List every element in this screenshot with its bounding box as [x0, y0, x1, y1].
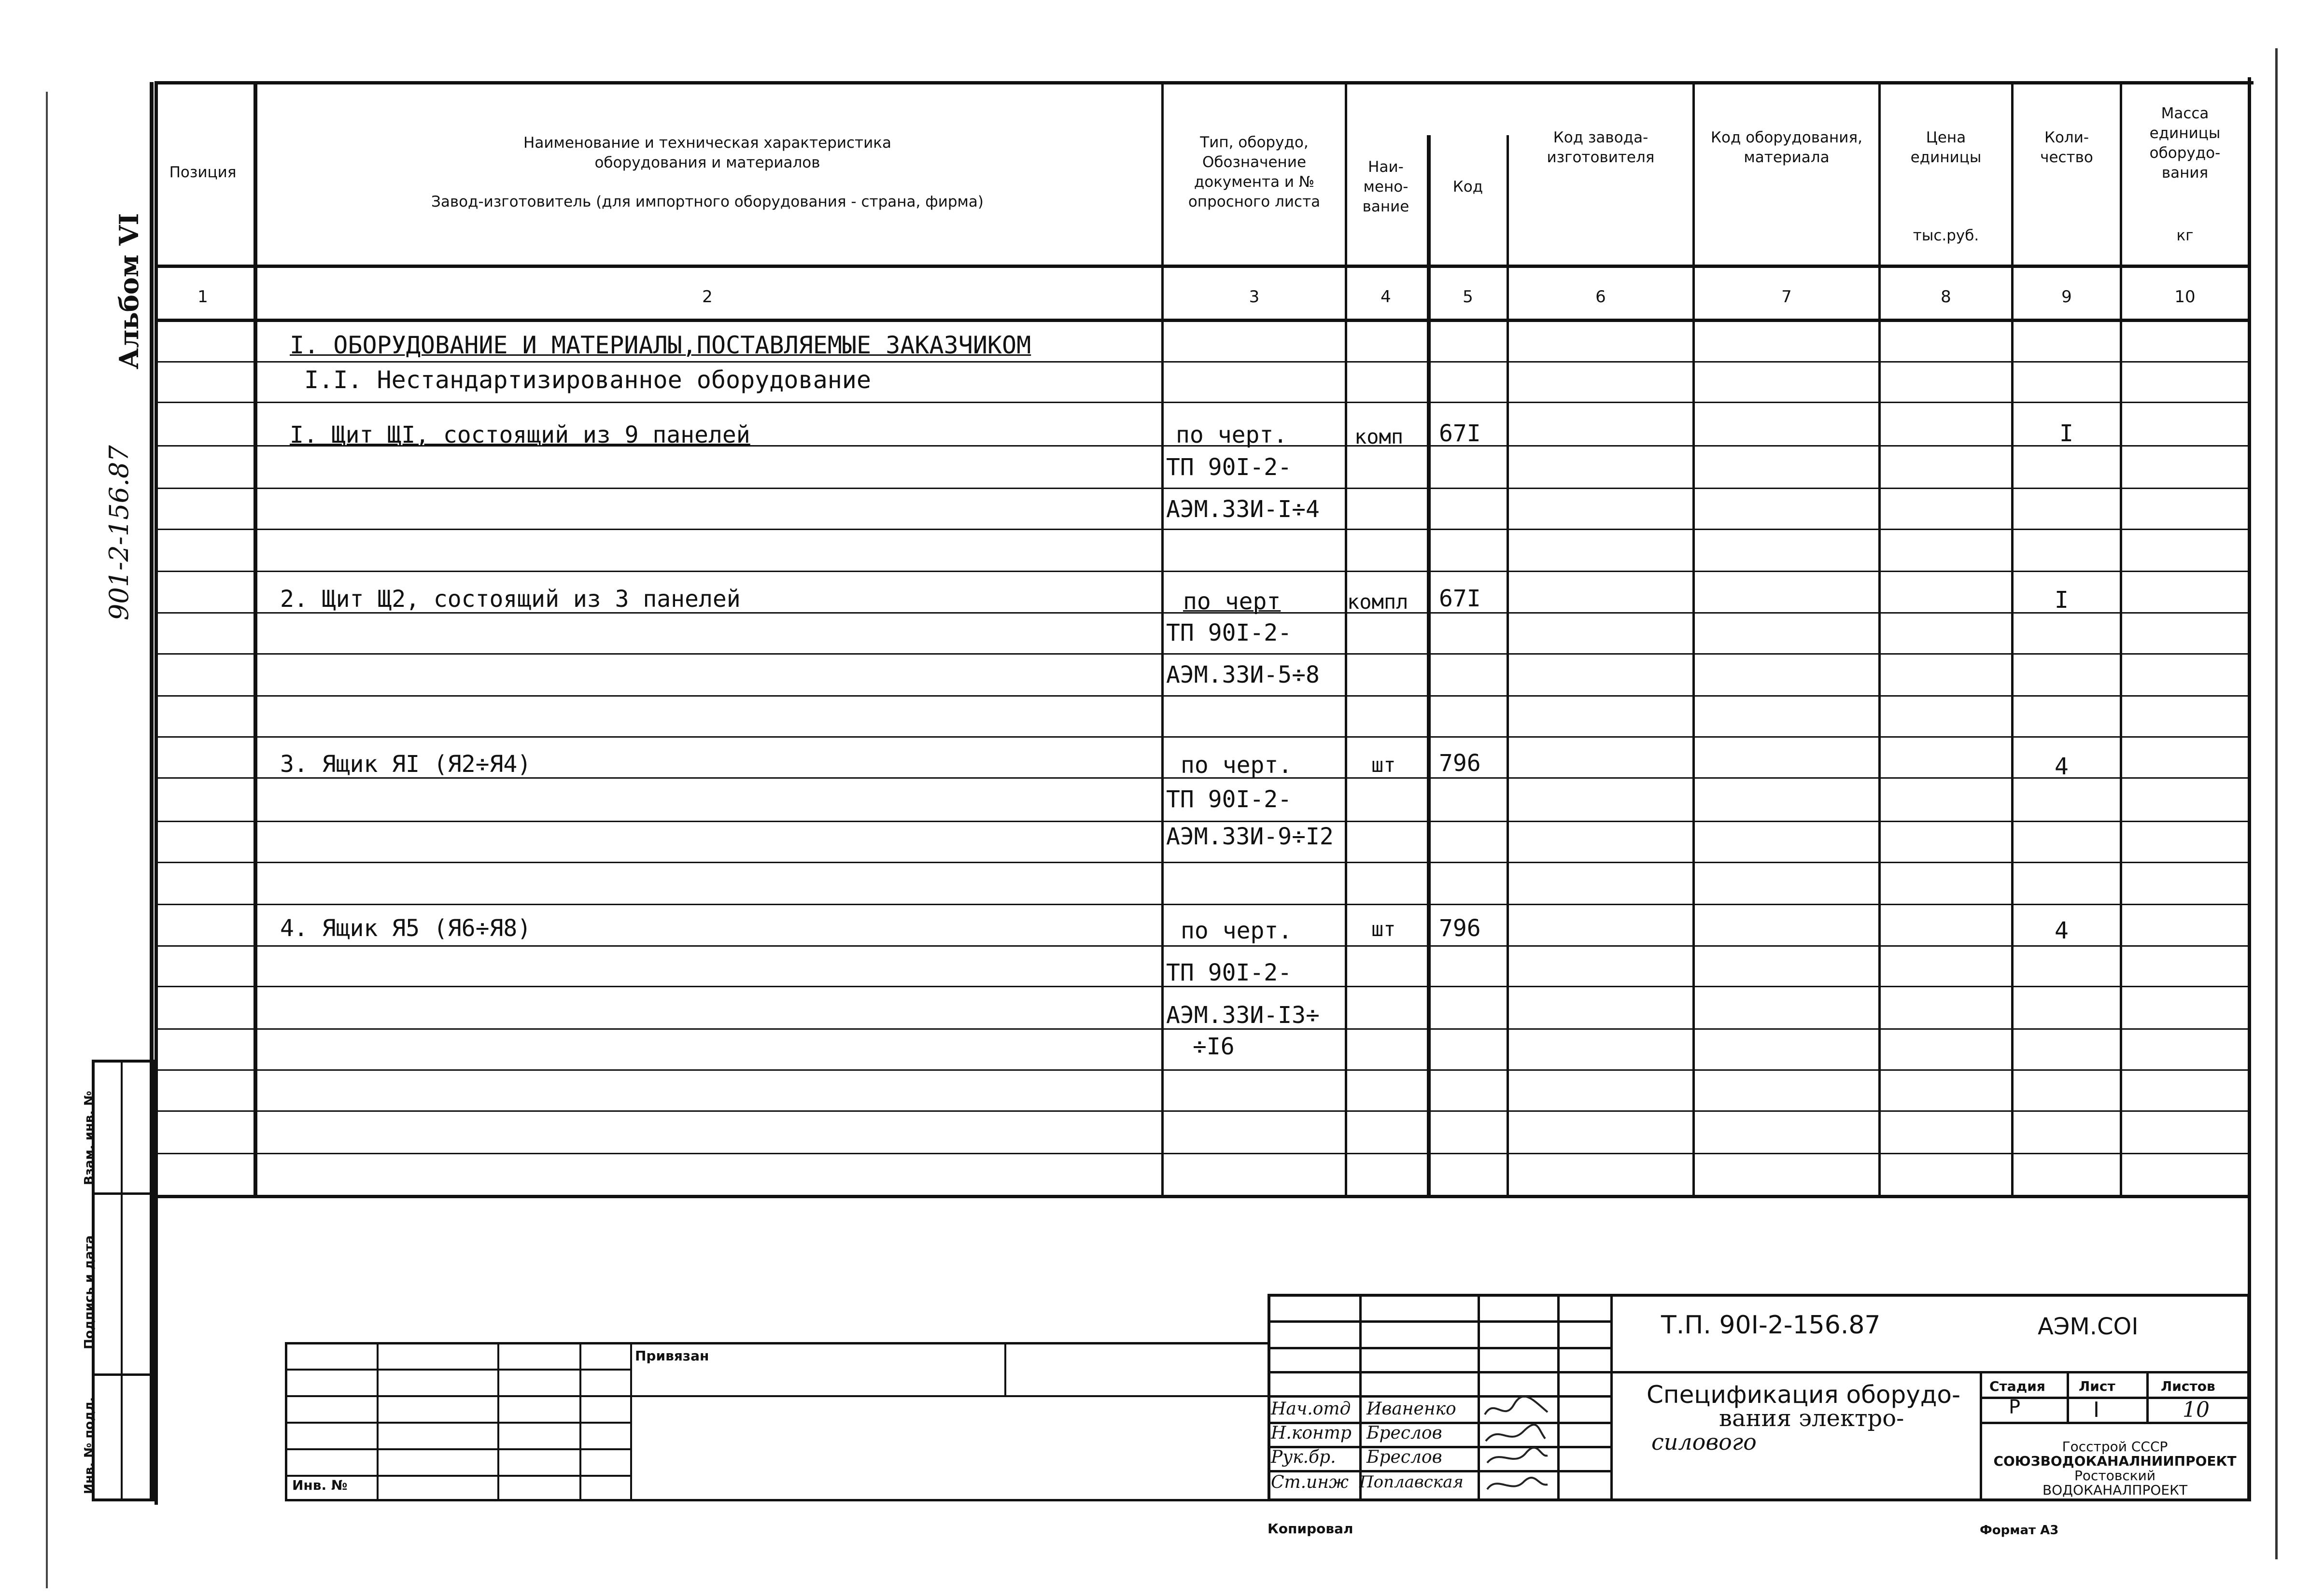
grid-hline: [155, 862, 2250, 863]
grid-hline: [155, 571, 2250, 572]
item-4-doc-3: АЭМ.33И-I3÷: [1166, 1002, 1320, 1029]
binding-hline: [285, 1475, 630, 1477]
colnum-9: 9: [2061, 287, 2072, 307]
titleblock-hline: [1268, 1395, 1610, 1398]
header-unit: Наи- мено- вание: [1362, 158, 1409, 215]
org-block: [1980, 1440, 2250, 1498]
binding-hline: [285, 1395, 1270, 1397]
binding-hline: [285, 1448, 630, 1450]
header-factory-code: Код завода- изготовителя: [1547, 129, 1655, 166]
item-2-name: 2. Щит Щ2, состоящий из 3 панелей: [280, 586, 741, 613]
grid-hline: [155, 821, 2250, 822]
item-3-qty: 4: [2055, 753, 2069, 780]
colnum-7: 7: [1781, 287, 1792, 307]
role-2: Н.контр: [1271, 1423, 1352, 1443]
item-3-doc-1: по черт.: [1181, 752, 1293, 779]
colnum-4: 4: [1380, 287, 1391, 307]
stamp-podpis: Подпись и дата: [82, 1235, 97, 1349]
item-1-doc-1: по черт.: [1176, 421, 1288, 448]
role-4: Ст.инж: [1271, 1472, 1349, 1492]
colnum-10: 10: [2174, 287, 2196, 307]
header-name-line1: Наименование и техническая характеристика: [523, 134, 891, 152]
header-name: [256, 80, 1159, 265]
stamp-inv: Инв. № подл.: [82, 1397, 97, 1494]
item-4-qty: 4: [2055, 917, 2069, 944]
header-type: Тип, оборудо, Обозначение документа и № опросного листа: [1188, 134, 1321, 210]
sheets-value: 10: [2183, 1398, 2210, 1422]
header-quantity: Коли- чество: [2040, 129, 2093, 166]
title-line-2: вания электро-: [1719, 1405, 1904, 1432]
role-1: Нач.отд: [1271, 1399, 1351, 1419]
inv-label: Инв. №: [292, 1477, 348, 1493]
item-3-code: 796: [1439, 750, 1481, 777]
org-line-1: Госстрой СССР: [2062, 1439, 2168, 1455]
item-2-qty: I: [2055, 587, 2069, 614]
grid-hline: [155, 1110, 2250, 1112]
header-position: Позиция: [169, 163, 237, 181]
header-equipment-code: Код оборудования, материала: [1711, 129, 1862, 166]
grid-hline: [155, 945, 2250, 947]
item-2-doc-2: ТП 90I-2-: [1166, 619, 1292, 646]
sheets-label: Листов: [2161, 1378, 2215, 1394]
format-label: Формат А3: [1980, 1523, 2059, 1538]
grid-hline: [155, 1195, 2250, 1198]
copied-label: Копировал: [1268, 1521, 1353, 1537]
header-price-unit: тыс.руб.: [1913, 227, 1979, 244]
item-4-doc-4: ÷I6: [1193, 1033, 1235, 1060]
binding-label: Привязан: [635, 1348, 709, 1364]
title-line-1: Спецификация оборудо-: [1647, 1381, 1961, 1409]
stage-label: Стадия: [1989, 1378, 2045, 1394]
grid-hline: [155, 736, 2250, 738]
item-2-unit: компл: [1347, 590, 1409, 614]
header-price: Цена единицы: [1910, 129, 1982, 166]
signatures: [1480, 1395, 1552, 1499]
doc-mark: АЭМ.COI: [2038, 1313, 2139, 1340]
item-1-unit: комп: [1354, 425, 1404, 448]
grid-hline: [155, 361, 2250, 363]
item-2-code: 67I: [1439, 585, 1481, 612]
binding-hline: [285, 1422, 630, 1424]
stamp-divider: [92, 1192, 155, 1195]
org-line-4: ВОДОКАНАЛПРОЕКТ: [2042, 1482, 2188, 1498]
colnum-3: 3: [1249, 287, 1260, 307]
grid-hline: [155, 488, 2250, 489]
binding-vline: [630, 1342, 632, 1501]
item-2-doc-3: АЭМ.33И-5÷8: [1166, 661, 1320, 688]
titleblock-vline: [1610, 1294, 1613, 1501]
album-label: Альбом VI: [113, 213, 144, 369]
stage-value: Р: [2009, 1396, 2021, 1418]
item-1-qty: I: [2059, 420, 2073, 447]
header-name-line3: Завод-изготовитель (для импортного оборудования - страна, фирма): [431, 193, 984, 210]
stamp-vzam: Взам. инв. №: [82, 1091, 97, 1185]
item-4-unit: шт: [1371, 917, 1396, 941]
header-mass: Масса единицы оборудо- вания: [2149, 105, 2221, 182]
item-3-doc-2: ТП 90I-2-: [1166, 786, 1292, 813]
grid-hline: [155, 695, 2250, 697]
titleblock-hline: [1980, 1422, 2250, 1424]
role-1-name: Иваненко: [1366, 1399, 1456, 1419]
item-3-name: 3. Ящик ЯI (Я2÷Я4): [280, 751, 532, 778]
item-4-name: 4. Ящик Я5 (Я6÷Я8): [280, 915, 532, 942]
outer-left-line: [46, 92, 48, 1588]
stamp-divider-v: [121, 1060, 123, 1501]
section-main: I. ОБОРУДОВАНИЕ И МАТЕРИАЛЫ,ПОСТАВЛЯЕМЫЕ ЗАКАЗЧИКОМ: [290, 331, 1031, 359]
header-code: Код: [1452, 178, 1483, 196]
colnum-6: 6: [1595, 287, 1606, 307]
grid-hline: [155, 529, 2250, 530]
vertical-doc-code: 901-2-156.87: [104, 445, 134, 620]
item-3-unit: шт: [1371, 753, 1396, 777]
org-line-3: Ростовский: [2074, 1468, 2156, 1484]
grid-hline: [155, 266, 2250, 268]
role-2-name: Бреслов: [1366, 1423, 1442, 1443]
colnum-8: 8: [1941, 287, 1951, 307]
role-3: Рук.бр.: [1271, 1447, 1336, 1467]
title-line-3: силового: [1651, 1429, 1757, 1455]
sheet-value: I: [2093, 1398, 2099, 1422]
titleblock-hline: [1268, 1371, 2250, 1373]
binding-vline: [1004, 1342, 1006, 1395]
item-3-doc-3: АЭМ.33И-9÷I2: [1166, 823, 1334, 850]
colnum-2: 2: [702, 287, 713, 307]
titleblock-hline: [1268, 1320, 1610, 1323]
colnum-5: 5: [1463, 287, 1473, 307]
item-2-doc-1: по черт: [1183, 588, 1281, 615]
grid-hline: [155, 402, 2250, 403]
header-name-line2: оборудования и материалов: [594, 154, 820, 171]
section-sub: I.I. Нестандартизированное оборудование: [304, 366, 871, 394]
grid-hline: [155, 1153, 2250, 1154]
role-3-name: Бреслов: [1366, 1447, 1442, 1467]
grid-hline: [155, 904, 2250, 905]
item-1-doc-3: АЭМ.33И-I÷4: [1166, 496, 1320, 523]
item-1-code: 67I: [1439, 420, 1481, 447]
doc-number: Т.П. 90I-2-156.87: [1661, 1311, 1881, 1340]
item-1-doc-2: ТП 90I-2-: [1166, 454, 1292, 481]
binding-hline: [285, 1369, 630, 1371]
item-4-doc-1: по черт.: [1181, 917, 1293, 944]
role-4-name: Поплавская: [1359, 1472, 1464, 1492]
stamp-divider: [92, 1373, 155, 1376]
grid-hline: [155, 653, 2250, 655]
sheet-label: Лист: [2079, 1378, 2115, 1394]
grid-hline: [155, 1069, 2250, 1071]
item-1-name: I. Щит ЩI, состоящий из 9 панелей: [290, 421, 750, 448]
frame-right: [2248, 77, 2251, 1501]
org-line-2: СОЮЗВОДОКАНАЛНИИПРОЕКТ: [1993, 1453, 2237, 1469]
item-4-code: 796: [1439, 915, 1481, 942]
item-4-doc-2: ТП 90I-2-: [1166, 959, 1292, 986]
outer-line: [2275, 48, 2278, 1559]
titleblock-hline: [1268, 1347, 1610, 1349]
colnum-1: 1: [197, 287, 208, 307]
header-mass-unit: кг: [2176, 227, 2194, 244]
